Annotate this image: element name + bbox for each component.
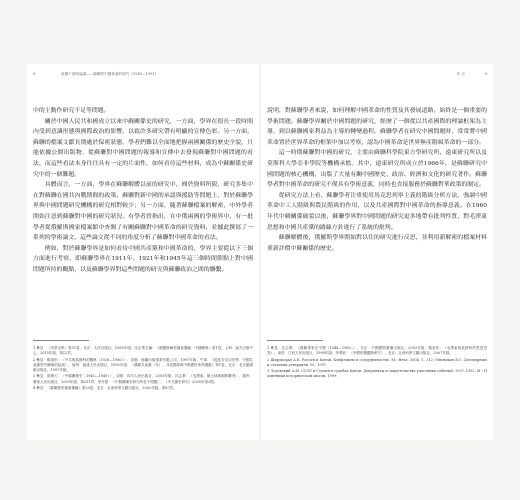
left-footnotes bbox=[33, 346, 253, 436]
left-running-title: 政權干預與協調——蘇聯對中國革命的研究（1945—1991） bbox=[61, 72, 159, 76]
left-footnote: 1 參見：《列寧全集》第31卷，北京：人民出版社，1985年版；沈志華主編：《俄羅斯解密檔案選編：中蘇關係》第1卷，上海：東方出版中心，2015年版，第12頁。 bbox=[33, 346, 253, 356]
right-page bbox=[261, 64, 493, 440]
left-paragraph: 中的主動作研究不足等問題。 bbox=[33, 108, 110, 114]
left-paragraph: 關於中國人民共和國成立以來中蘇關係史的研究，一方面，學界在很長一段時間內受到意識形態與國際政治的影響，以致許多研究帶有明顯的宣傳色彩。另一方面，蘇聯的檔案文獻長期處於保密狀態，學者們難以全面地把握兩國關係的歷史全貌，只能依據公開出版物，從蘇聯對中國問題的報導和宣傳中去發現蘇聯對中國問題的看法，而這些看法本身往往具有一定的片面性，如何看待這些材料，成為中蘇關係史研究中的一個難題。 bbox=[33, 118, 253, 178]
left-footnote-rule bbox=[33, 340, 89, 341]
right-paragraph: 這一時期蘇聯對中國的研究，主要由蘇聯科學院東方學研究所、遠東研究所以及莫斯科大學亞非學院等機構承擔。其中，遠東研究所成立於1966年，是蘇聯研究中國問題的核心機構，出版了大量有關中國歷史、政治、經濟和文化的研究著作。蘇聯學者對中國革命的研究不僅具有學術意義，同時也直接服務於蘇聯對華政策的制定。 bbox=[267, 150, 487, 189]
right-paragraph: 蘇聯解體後，俄羅斯學界開始對以往的研究進行反思，並利用新解密的檔案材料重新評價中蘇關係的歷史。 bbox=[267, 235, 487, 252]
left-page-number: 8 bbox=[33, 72, 36, 76]
right-footnotes bbox=[267, 346, 487, 436]
right-body-text bbox=[267, 106, 487, 322]
right-footnote: 3 Ледовский А.М. СССР и Сталин в судьбах Китая. Документы и свидетельства участника событий: 1937–1952. М.: Памятники исторической мысли, 1999. bbox=[267, 369, 487, 379]
left-footnote: 4 參見：《蘇聯歷史檔案選編》第20卷，北京：社會科學文獻出版社，2002年版，第87頁。 bbox=[33, 385, 177, 390]
right-footnote-rule bbox=[267, 340, 323, 341]
left-page bbox=[27, 64, 259, 440]
left-footnote: 3 參見：薛銜天：《中蘇關係史（1945—1949）》，成都：四川人民出版社，2003年版；沈志華：《毛澤東、斯大林與朝鮮戰爭》，廣州：廣東人民出版社，2003年版，第231頁；李丹慧：《中蘇關係史研究的若干問題》，《中共黨史研究》2005年第2期。 bbox=[33, 374, 253, 384]
right-paragraph: 從研究方法上看，蘇聯學者注重使用馬克思列寧主義的階級分析方法，強調中國革命中工人階級與農民階級的作用，以及共產國際對中國革命的指導意義。在1960年代中蘇關係破裂以後，蘇聯學界對中國問題的研究更多地帶有批判性質，對毛澤東思想和中國共產黨的路線方針進行了系統的批判。 bbox=[267, 192, 487, 231]
right-footnote: 1 參見：沈志華：《蘇聯專家在中國（1948—1960）》，北京：中國國際廣播出版社，2003年版；楊奎松：《毛澤東與莫斯科的恩恩怨怨》，南昌：江西人民出版社，1999年版；李華鈺：《中國的俄羅斯研究》，北京：社會科學文獻出版社，2007年版。 bbox=[267, 346, 487, 356]
right-page-number: 9 bbox=[484, 72, 487, 76]
right-paragraph: 說明，對蘇聯學者來說，如何理解中國革命的性質及其發展道路，始終是一個重要的學術問題。蘇聯學界關於中國問題的研究，經歷了一個從以共產國際的理論框架為主導，到以蘇聯國家利益為主導的轉變過程。蘇聯學者在研究中國問題時，常常將中國革命置於世界革命的框架中加以考察，認為中國革命是世界無產階級革命的一部分。 bbox=[267, 108, 487, 146]
right-running-title: 序 言 bbox=[456, 72, 465, 76]
left-paragraph: 例如，對於蘇聯學界是如何看待中國共產黨和中國革命的，學界主要從以下三個方面進行考察，即蘇聯學界在1911年、1921年和1945年這三個時間節點上對中國問題所持的觀點，以及蘇聯學界對這些問題的研究與蘇聯政治之間的聯繫。 bbox=[33, 245, 253, 273]
left-body-text bbox=[33, 106, 253, 322]
left-footnote: 2 參見：楊奎松：《中共與莫斯科的關係（1920—1960）》，香港：海嘯出版事業有限公司，1997年版；牛軍：《從延安走向世界：中國共產黨對外關係的起源》，福州：福建人民出版社，1992年版；《蘇聯共產黨（布）、共產國際與中國國民革命運動》第1卷，北京：北京圖書館出版社，1997年版。 bbox=[33, 357, 253, 372]
left-paragraph: 具體而言，一方面，學界在蘇聯解體以前的研究中，囿於資料所限，研究多集中在對蘇聯在國共內戰期間的政策、蘇聯對新中國的承認與援助等問題上，對於蘇聯學界與中國問題研究機構的研究相對較少；另一方面，隨著蘇聯檔案的解密，中外學者開始注意到蘇聯對中國的研究狀況。有學者曾指出，在中俄兩國的學術界中，有一批學者從俄羅斯國家檔案館中查閱了有關蘇聯對中國革命的研究資料，並據此撰寫了一系列的學術論文，這些論文從不同的角度分析了蘇聯對中國革命的看法。 bbox=[33, 182, 253, 242]
right-footnote: 2 Широкорад А.Б. Россия и Китай. Конфликты и сотрудничество. М.: Вече, 2004. С. 312; Мясников В.С. Договорными статьями утвердили. М., 1997. bbox=[267, 357, 487, 367]
